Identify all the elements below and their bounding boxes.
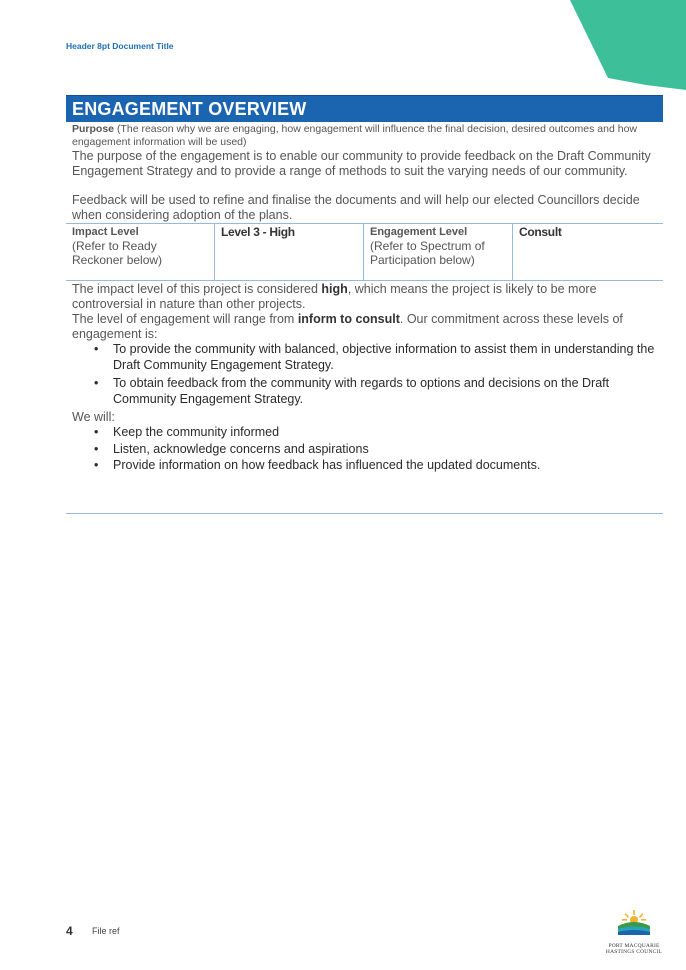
impact-paragraph — [72, 282, 657, 312]
bullet-icon: • — [94, 441, 99, 456]
impact-level-cell — [66, 224, 215, 281]
impact-level-value-cell — [215, 224, 364, 281]
council-logo — [604, 908, 664, 955]
bullet-icon: • — [94, 458, 99, 472]
logo-text-line1: PORT MACQUARIE — [608, 943, 660, 949]
engagement-paragraph — [72, 312, 657, 342]
council-logo-icon — [614, 908, 654, 938]
list-item — [72, 376, 657, 407]
engagement-level-cell — [364, 224, 513, 281]
bullet-icon: • — [94, 376, 99, 390]
purpose-hint: (The reason why we are engaging, how engagement will influence the final decision, desired outcomes and how engagement information will be used) — [72, 123, 638, 148]
engagement-text-bold: inform to consult — [297, 312, 400, 326]
impact-level-value: Level 3 - High — [221, 225, 295, 239]
list-item — [72, 458, 657, 474]
engagement-level-label: Engagement Level — [370, 226, 468, 238]
list-item-text: Provide information on how feedback has influenced the updated documents. — [113, 458, 541, 472]
impact-text-bold: high — [321, 282, 348, 296]
bullet-icon: • — [94, 425, 99, 439]
list-item — [72, 442, 657, 458]
engagement-text-part: . Our commitment across these levels of engagement is: — [72, 312, 623, 341]
engagement-level-value-cell — [513, 224, 664, 281]
engagement-text-part: The level of engagement will range from — [72, 312, 298, 326]
impact-text-part: The impact level of this project is considered — [72, 282, 322, 296]
impact-level-hint: (Refer to Ready Reckoner below) — [72, 239, 163, 267]
purpose-line — [72, 123, 657, 149]
engagement-level-value: Consult — [519, 225, 562, 239]
impact-text-part: , which means the project is likely to be more controversial in nature than other projects. — [72, 282, 597, 311]
levels-row — [66, 224, 663, 281]
section-title: ENGAGEMENT OVERVIEW — [66, 95, 663, 122]
list-item — [72, 342, 657, 373]
section-end-divider — [66, 513, 663, 514]
feedback-text: Feedback will be used to refine and finalise the documents and will help our elected Councillors decide when considering adoption of the plans. — [72, 193, 640, 222]
list-item-text: Listen, acknowledge concerns and aspirations — [113, 441, 369, 456]
impact-level-label: Impact Level — [72, 226, 139, 238]
bullet-icon: • — [94, 342, 99, 356]
engagement-overview-section — [66, 95, 663, 475]
list-item-text: To obtain feedback from the community with regards to options and decisions on the Draft Community Engagement Strategy. — [113, 376, 610, 406]
commitments-list — [72, 342, 657, 407]
we-will-list — [72, 425, 657, 474]
corner-decoration — [566, 0, 686, 92]
purpose-label: Purpose — [72, 123, 115, 135]
engagement-level-hint: (Refer to Spectrum of Participation below) — [370, 239, 485, 267]
we-will-label: We will: — [72, 410, 115, 424]
list-item — [72, 425, 657, 441]
list-item-text: To provide the community with balanced, objective information to assist them in understanding the Draft Community Engagement Strategy. — [113, 342, 655, 372]
file-ref: File ref — [92, 926, 120, 936]
page-number: 4 — [66, 924, 73, 938]
purpose-text: The purpose of the engagement is to enable our community to provide feedback on the Draft Community Engagement Strategy and to provide a range of methods to suit the varying needs of our community. — [72, 149, 651, 178]
impact-description — [66, 282, 663, 474]
levels-table — [66, 223, 663, 281]
header-document-title: Header 8pt Document Title — [66, 41, 174, 51]
purpose-block — [66, 123, 663, 223]
list-item-text: Keep the community informed — [113, 425, 280, 439]
logo-text-line2: HASTINGS COUNCIL — [605, 949, 663, 955]
